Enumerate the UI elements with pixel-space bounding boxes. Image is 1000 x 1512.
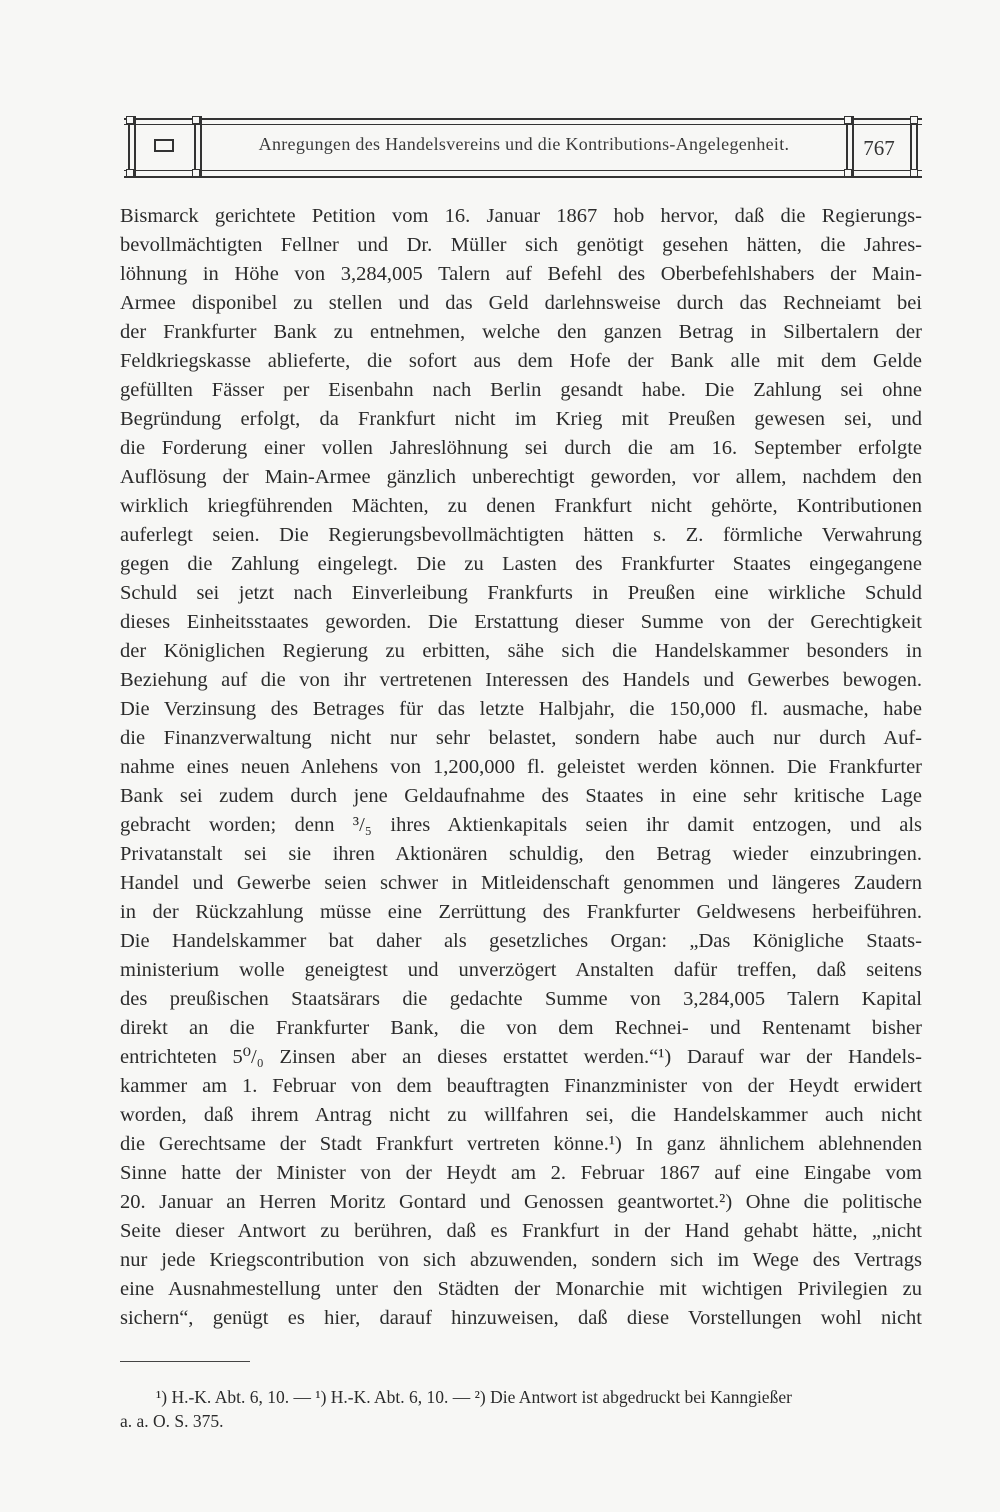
text-line: auferlegt seien. Die Regierungsbevollmächtigten hätten s. Z. förmliche Verwahrung (120, 524, 922, 546)
text-line: Schuld sei jetzt nach Einverleibung Frankfurts in Preußen eine wirkliche Schuld (120, 582, 922, 604)
text-line: Sinne hatte der Minister von der Heydt am 2. Februar 1867 auf eine Eingabe vom (120, 1162, 922, 1184)
text-line: Seite dieser Antwort zu berühren, daß es Frankfurt in der Hand gehabt hätte, „nicht (120, 1220, 922, 1242)
text-line: entrichteten 5⁰/₀ Zinsen aber an dieses erstattet werden.“¹) Darauf war der Handels- (120, 1046, 922, 1068)
text-line: Begründung erfolgt, da Frankfurt nicht im Krieg mit Preußen gewesen sei, und (120, 408, 922, 430)
header-rule-bottom (124, 176, 922, 178)
running-header (124, 116, 922, 180)
text-line: eine Ausnahmestellung unter den Städten der Monarchie mit wichtigen Privilegien zu (120, 1278, 922, 1300)
header-ornament-node (910, 169, 918, 177)
footnote-line: ¹) H.-K. Abt. 6, 10. — ¹) H.-K. Abt. 6, 10. — ²) Die Antwort ist abgedruckt bei Kanngießer (156, 1387, 792, 1407)
text-line: Auflösung der Main-Armee gänzlich unberechtigt geworden, vor allem, nachdem den (120, 466, 922, 488)
header-ornament-node (192, 116, 200, 124)
text-line: worden, daß ihrem Antrag nicht zu willfahren sei, die Handelskammer auch nicht (120, 1104, 922, 1126)
footnote-rule (120, 1361, 250, 1362)
text-line: die Gerechtsame der Stadt Frankfurt vertreten könne.¹) In ganz ähnlichem ablehnenden (120, 1133, 922, 1155)
header-rule-top-inner (124, 124, 922, 125)
text-line: der Frankfurter Bank zu entnehmen, welche den ganzen Betrag in Silbertalern der (120, 321, 922, 343)
footnote-line: a. a. O. S. 375. (120, 1411, 224, 1431)
text-line: Beziehung auf die von ihr vertretenen Interessen des Handels und Gewerbes bewogen. (120, 669, 922, 691)
header-rule-top (124, 118, 922, 120)
text-line: der Königlichen Regierung zu erbitten, sähe sich die Handelskammer besonders in (120, 640, 922, 662)
text-line: in der Rückzahlung müsse eine Zerrüttung des Frankfurter Geldwesens herbeiführen. (120, 901, 922, 923)
text-line: Feldkriegskasse ablieferte, die sofort aus dem Hofe der Bank alle mit dem Gelde (120, 350, 922, 372)
text-line: löhnung in Höhe von 3,284,005 Talern auf Befehl des Oberbefehlshabers der Main- (120, 263, 922, 285)
text-line: dieses Einheitsstaates geworden. Die Erstattung dieser Summe von der Gerechtigkeit (120, 611, 922, 633)
text-line: die Finanzverwaltung nicht nur sehr belastet, sondern habe auch nur durch Auf- (120, 727, 922, 749)
header-ornament-node (844, 169, 852, 177)
text-line: wirklich kriegführenden Mächten, zu denen Frankfurt nicht gehörte, Kontributionen (120, 495, 922, 517)
text-line: gegen die Zahlung eingelegt. Die zu Lasten des Frankfurter Staates eingegangene (120, 553, 922, 575)
text-line: gefüllten Fässer per Eisenbahn nach Berlin gesandt habe. Die Zahlung sei ohne (120, 379, 922, 401)
header-frame-bar (134, 116, 136, 178)
text-line: sichern“, genügt es hier, darauf hinzuweisen, daß diese Vorstellungen wohl nicht (120, 1307, 922, 1329)
header-ornament-node (844, 116, 852, 124)
header-ornament-node (126, 169, 134, 177)
header-ornament-node (192, 169, 200, 177)
text-line: Armee disponibel zu stellen und das Geld darlehnsweise durch das Rechneiamt bei (120, 292, 922, 314)
header-ornament-node (126, 116, 134, 124)
text-line: 20. Januar an Herren Moritz Gontard und Genossen geantwortet.²) Ohne die politische (120, 1191, 922, 1213)
text-line: Bismarck gerichtete Petition vom 16. Januar 1867 hob hervor, daß die Regierungs- (120, 205, 922, 227)
text-line: des preußischen Staatsärars die gedachte Summe von 3,284,005 Talern Kapital (120, 988, 922, 1010)
text-line: die Forderung einer vollen Jahreslöhnung sei durch die am 16. September erfolgte (120, 437, 922, 459)
text-line: ministerium wolle geneigtest und unverzögert Anstalten dafür treffen, daß seitens (120, 959, 922, 981)
text-line: bevollmächtigten Fellner und Dr. Müller sich genötigt gesehen hätten, die Jahres- (120, 234, 922, 256)
header-ornament-node (910, 116, 918, 124)
text-line: gebracht worden; denn ³/₅ ihres Aktienkapitals seien ihr damit entzogen, und als (120, 814, 922, 836)
text-line: Privatanstalt sei sie ihren Aktionären schuldig, den Betrag wieder einzubringen. (120, 843, 922, 865)
text-line: nur jede Kriegscontribution von sich abzuwenden, sondern sich im Wege des Vertrags (120, 1249, 922, 1271)
text-line: nahme eines neuen Anlehens von 1,200,000 fl. geleistet werden können. Die Frankfurter (120, 756, 922, 778)
header-rule-bottom-inner (124, 170, 922, 171)
text-line: Handel und Gewerbe seien schwer in Mitleidenschaft genommen und längeres Zaudern (120, 872, 922, 894)
text-line: Die Verzinsung des Betrages für das letzte Halbjahr, die 150,000 fl. ausmache, habe (120, 698, 922, 720)
rectangle-ornament-icon (154, 139, 174, 152)
text-line: direkt an die Frankfurter Bank, die von dem Rechnei- und Rentenamt bisher (120, 1017, 922, 1039)
header-title: Anregungen des Handelsvereins und die Kontributions-Angelegenheit. (258, 134, 790, 154)
text-line: kammer am 1. Februar von dem beauftragten Finanzminister von der Heydt erwidert (120, 1075, 922, 1097)
text-line: Die Handelskammer bat daher als gesetzliches Organ: „Das Königliche Staats- (120, 930, 922, 952)
text-line: Bank sei zudem durch jene Geldaufnahme des Staates in eine sehr kritische Lage (120, 785, 922, 807)
header-frame-bar (200, 116, 202, 178)
page-number: 767 (863, 136, 895, 160)
